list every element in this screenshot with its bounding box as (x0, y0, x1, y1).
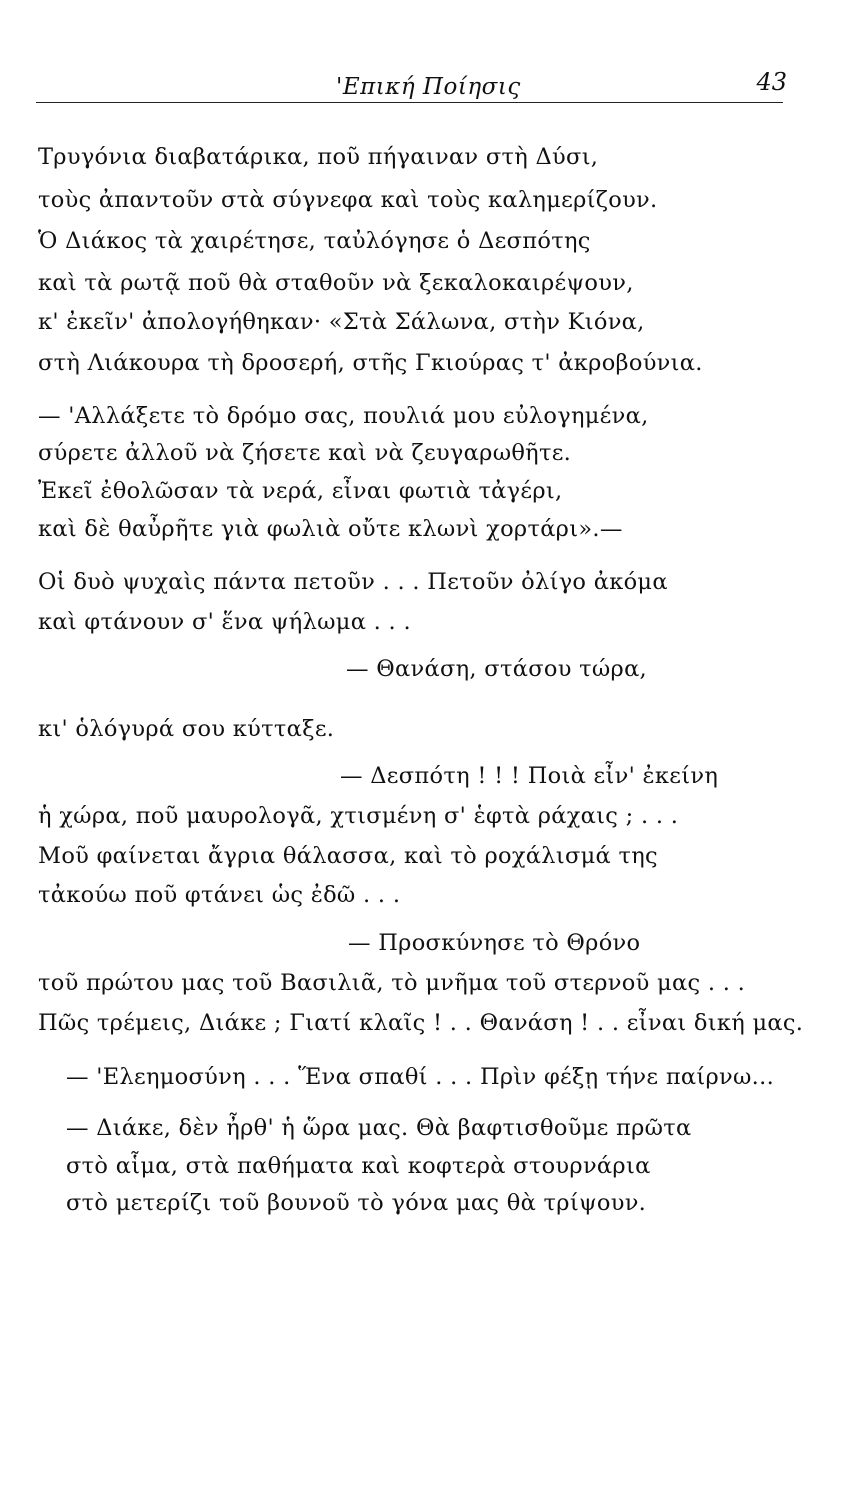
poem-line: — Προσκύνησε τὸ Θρόνο (348, 930, 641, 956)
poem-line: καὶ τὰ ρωτᾷ ποῦ θὰ σταθοῦν νὰ ξεκαλοκαιρέψουν, (38, 270, 634, 296)
poem-line: τοῦ πρώτου μας τοῦ Βασιλιᾶ, τὸ μνῆμα τοῦ στερνοῦ μας . . . (38, 970, 746, 996)
poem-line: Οἱ δυὸ ψυχαὶς πάντα πετοῦν . . . Πετοῦν ὀλίγο ἀκόμα (38, 569, 668, 595)
poem-line: κι' ὁλόγυρά σου κύτταξε. (38, 716, 335, 742)
poem-line: Ἐκεῖ ἐθολῶσαν τὰ νερά, εἶναι φωτιὰ τἀγέρι, (38, 478, 563, 504)
poem-line: τἀκούω ποῦ φτάνει ὡς ἐδῶ . . . (38, 882, 401, 908)
poem-line: Ὁ Διάκος τὰ χαιρέτησε, ταὐλόγησε ὁ Δεσπότης (38, 228, 591, 254)
poem-line: Τρυγόνια διαβατάρικα, ποῦ πήγαιναν στὴ Δύσι, (38, 144, 599, 170)
running-head: 'Επική Ποίησις (336, 74, 521, 100)
poem-line: — Διάκε, δὲν ἦρθ' ἡ ὥρα μας. Θὰ βαφτισθοῦμε πρῶτα (66, 1115, 692, 1141)
poem-line: — Δεσπότη ! ! ! Ποιὰ εἶν' ἐκείνη (340, 763, 719, 789)
poem-line: — 'Αλλάξετε τὸ δρόμο σας, πουλιά μου εὐλογημένα, (38, 403, 649, 429)
poem-line: στὸ αἷμα, στὰ παθήματα καὶ κοφτερὰ στουρνάρια (66, 1153, 651, 1179)
poem-line: στὴ Λιάκουρα τὴ δροσερή, στῆς Γκιούρας τ' ἀκροβούνια. (38, 350, 703, 376)
poem-line: στὸ μετερίζι τοῦ βουνοῦ τὸ γόνα μας θὰ τρίψουν. (66, 1190, 647, 1216)
poem-line: ἡ χώρα, ποῦ μαυρολογᾶ, χτισμένη σ' ἑφτὰ ράχαις ; . . . (38, 803, 679, 829)
poem-line: καὶ φτάνουν σ' ἕνα ψήλωμα . . . (38, 609, 411, 635)
poem-line: τοὺς ἀπαντοῦν στὰ σύγνεφα καὶ τοὺς καλημερίζουν. (38, 187, 658, 213)
poem-line: Πῶς τρέμεις, Διάκε ; Γιατί κλαῖς ! . . Θανάση ! . . εἶναι δική μας. (38, 1010, 804, 1036)
poem-line: — Θανάση, στάσου τώρα, (346, 656, 648, 682)
page-number: 43 (756, 68, 787, 96)
poem-line: κ' ἐκεῖν' ἀπολογήθηκαν· «Στὰ Σάλωνα, στὴν Κιόνα, (38, 309, 645, 335)
poem-line: — 'Ελεημοσύνη . . . Ἕνα σπαθί . . . Πρὶν φέξῃ τήνε παίρνω... (66, 1064, 775, 1090)
poem-line: σύρετε ἀλλοῦ νὰ ζήσετε καὶ νὰ ζευγαρωθῆτε. (38, 440, 572, 466)
poem-line: καὶ δὲ θαὖρῆτε γιὰ φωλιὰ οὔτε κλωνὶ χορτάρι».— (38, 516, 623, 542)
poem-line: Μοῦ φαίνεται ἄγρια θάλασσα, καὶ τὸ ροχάλισμά της (38, 843, 658, 869)
